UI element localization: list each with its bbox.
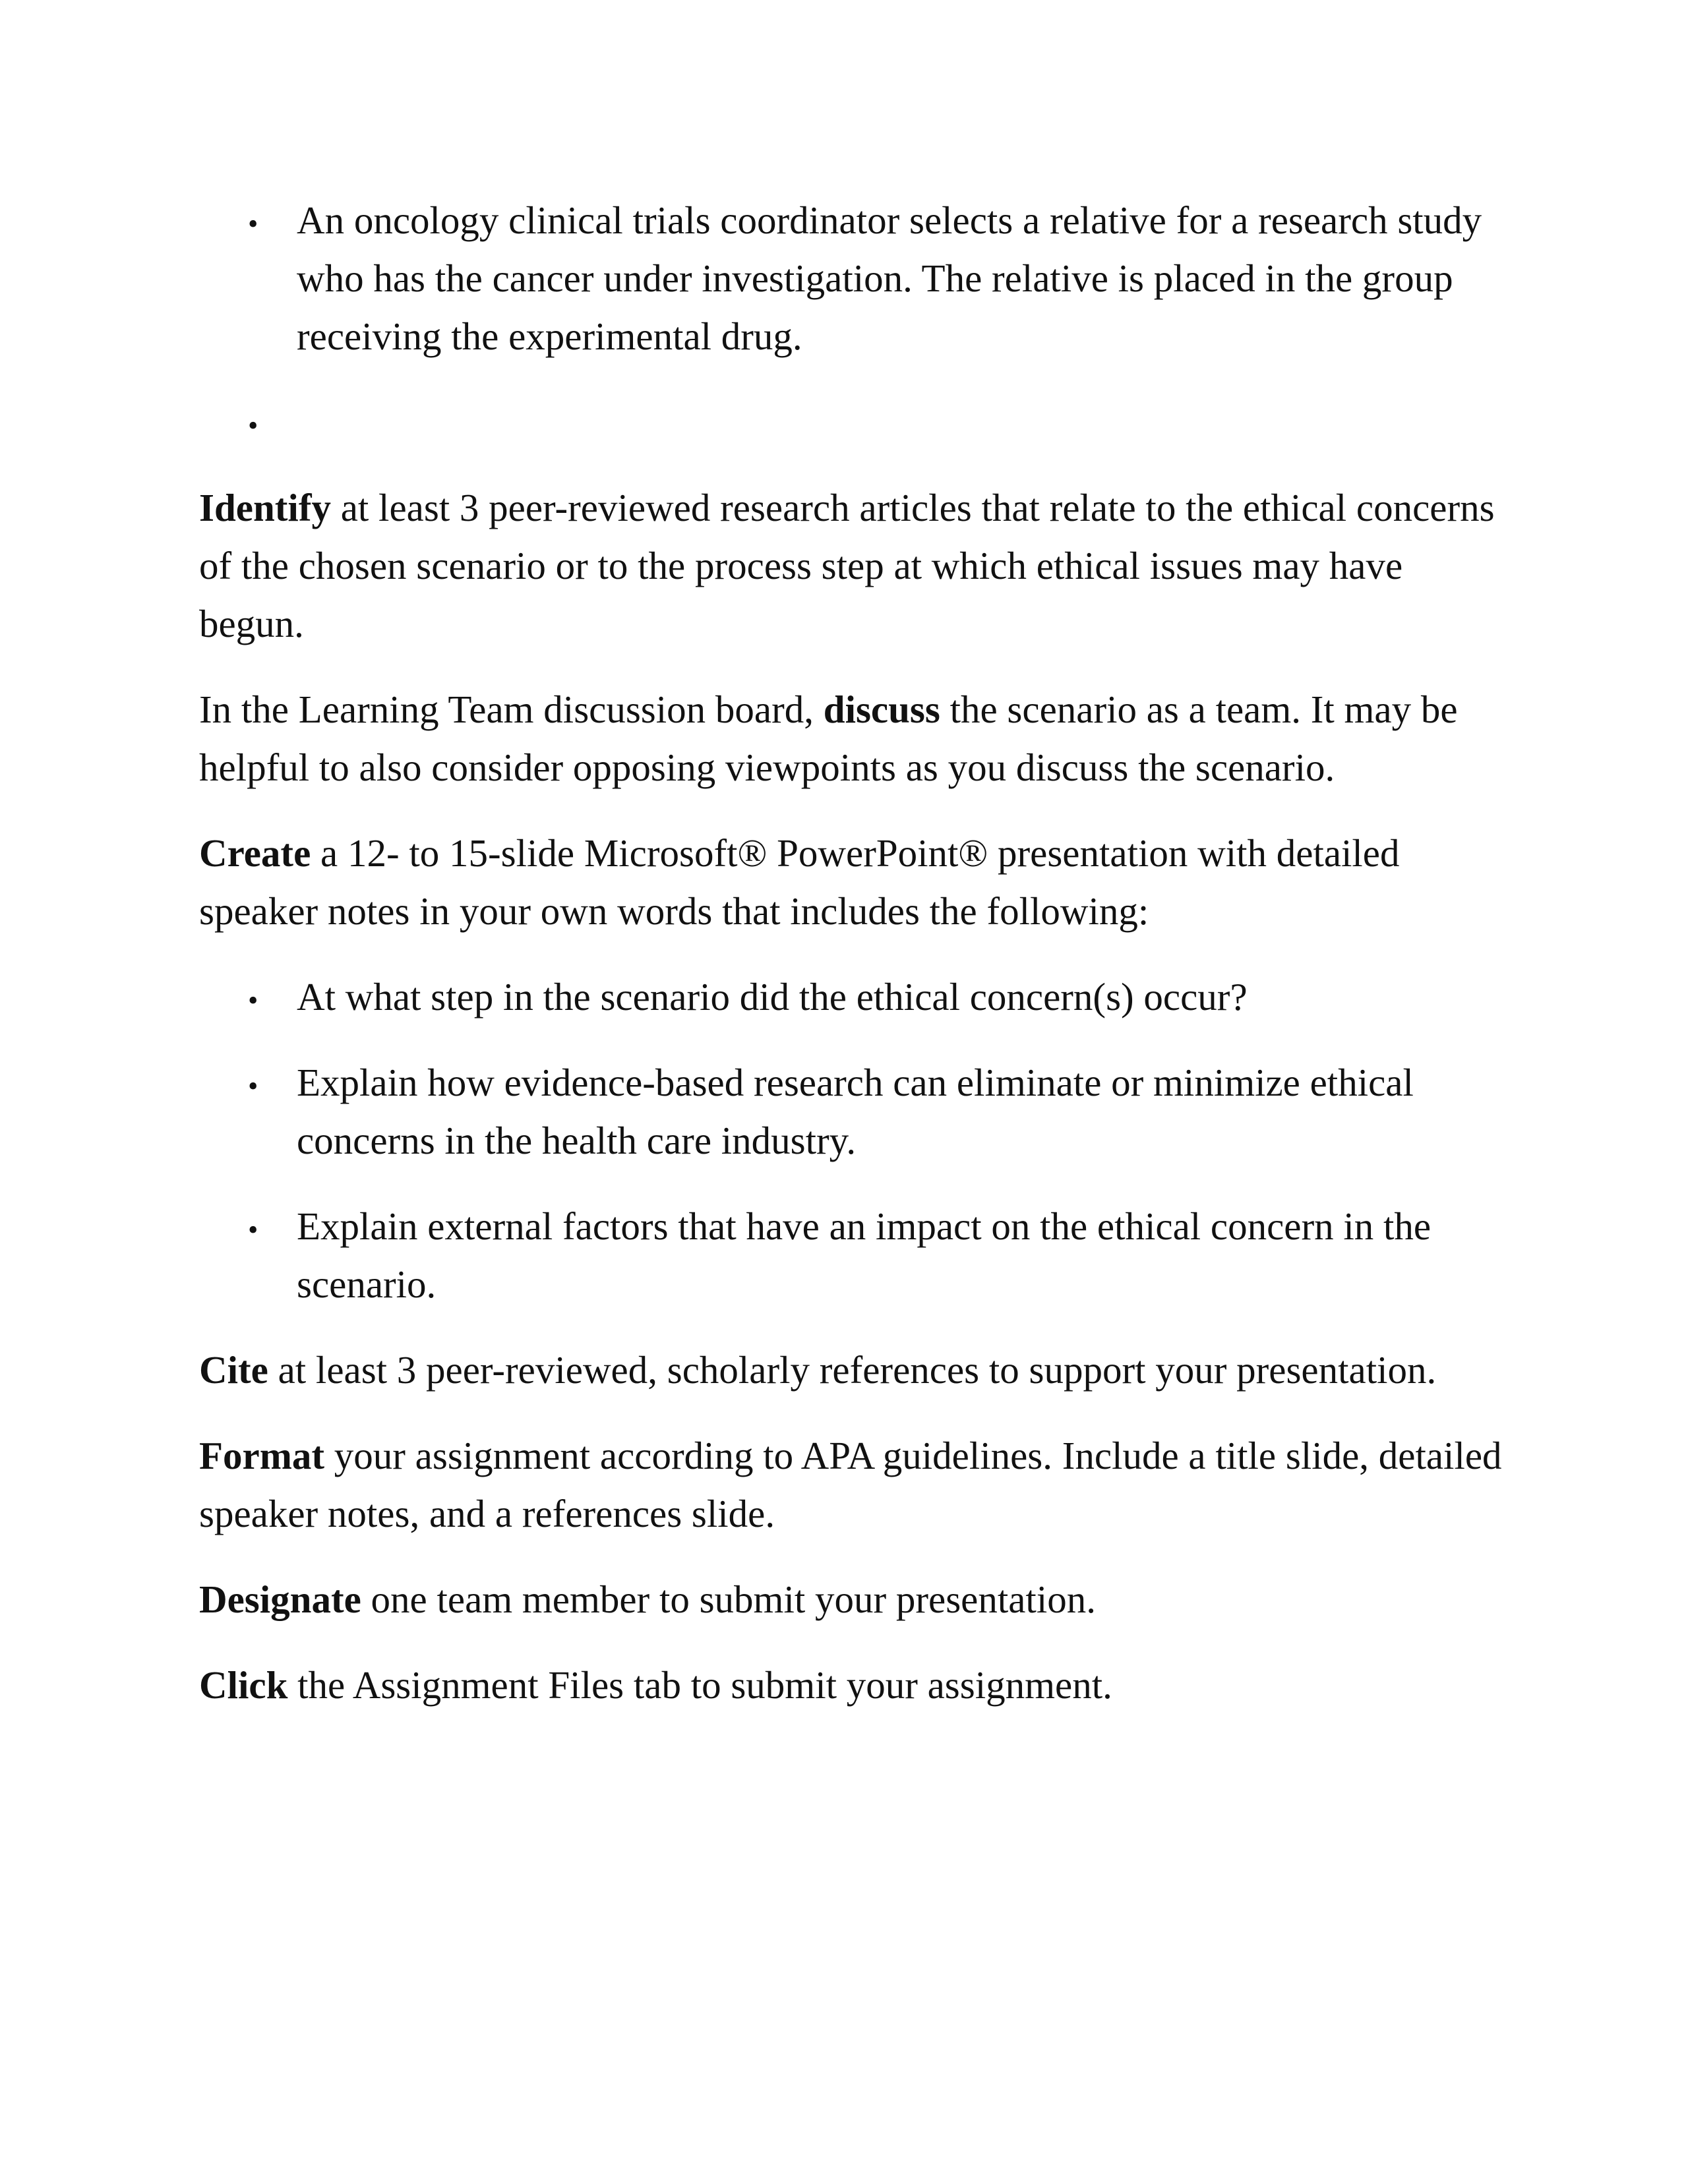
requirement-text: Explain how evidence-based research can eliminate or minimize ethical concerns in the health care industry. [297, 1061, 1414, 1162]
create-keyword: Create [199, 831, 311, 875]
create-text: a 12- to 15-slide Microsoft® PowerPoint® presentation with detailed speaker notes in your own words that includes the following: [199, 831, 1400, 933]
format-keyword: Format [199, 1434, 325, 1477]
bullet-icon [248, 393, 274, 455]
list-item [199, 1197, 1505, 1313]
discuss-keyword: discuss [823, 688, 940, 731]
requirement-text: Explain external factors that have an impact on the ethical concern in the scenario. [297, 1204, 1432, 1306]
identify-paragraph [199, 479, 1505, 653]
list-item [199, 968, 1505, 1026]
discuss-paragraph [199, 680, 1505, 796]
document-body [199, 191, 1505, 1742]
create-paragraph [199, 824, 1505, 940]
bullet-icon [248, 968, 274, 1030]
scenario-list [199, 191, 1505, 451]
requirement-text: At what step in the scenario did the ethical concern(s) occur? [297, 975, 1248, 1018]
bullet-icon [248, 1197, 274, 1259]
bullet-icon [248, 1053, 274, 1115]
identify-keyword: Identify [199, 486, 331, 529]
list-item [199, 1053, 1505, 1169]
requirements-list [199, 968, 1505, 1313]
list-item-empty [199, 393, 1505, 451]
designate-keyword: Designate [199, 1578, 361, 1621]
list-item [199, 191, 1505, 365]
click-keyword: Click [199, 1663, 288, 1707]
click-paragraph [199, 1656, 1505, 1714]
identify-text: at least 3 peer-reviewed research articles that relate to the ethical concerns of the chosen scenario or to the process step at which ethical issues may have begun. [199, 486, 1495, 645]
scenario-text: An oncology clinical trials coordinator selects a relative for a research study who has the cancer under investigation. The relative is placed in the group receiving the experimental drug. [297, 198, 1482, 358]
format-text: your assignment according to APA guidelines. Include a title slide, detailed speaker notes, and a references slide. [199, 1434, 1502, 1535]
discuss-prefix: In the Learning Team discussion board, [199, 688, 824, 731]
cite-keyword: Cite [199, 1348, 268, 1392]
cite-paragraph [199, 1341, 1505, 1399]
discuss-text: the scenario as a team. It may be helpful to also consider opposing viewpoints as you discuss the scenario. [199, 688, 1458, 789]
designate-text: one team member to submit your presentation. [361, 1578, 1096, 1621]
designate-paragraph [199, 1570, 1505, 1628]
cite-text: at least 3 peer-reviewed, scholarly references to support your presentation. [268, 1348, 1437, 1392]
format-paragraph [199, 1427, 1505, 1543]
bullet-icon [248, 191, 274, 253]
click-text: the Assignment Files tab to submit your assignment. [287, 1663, 1112, 1707]
